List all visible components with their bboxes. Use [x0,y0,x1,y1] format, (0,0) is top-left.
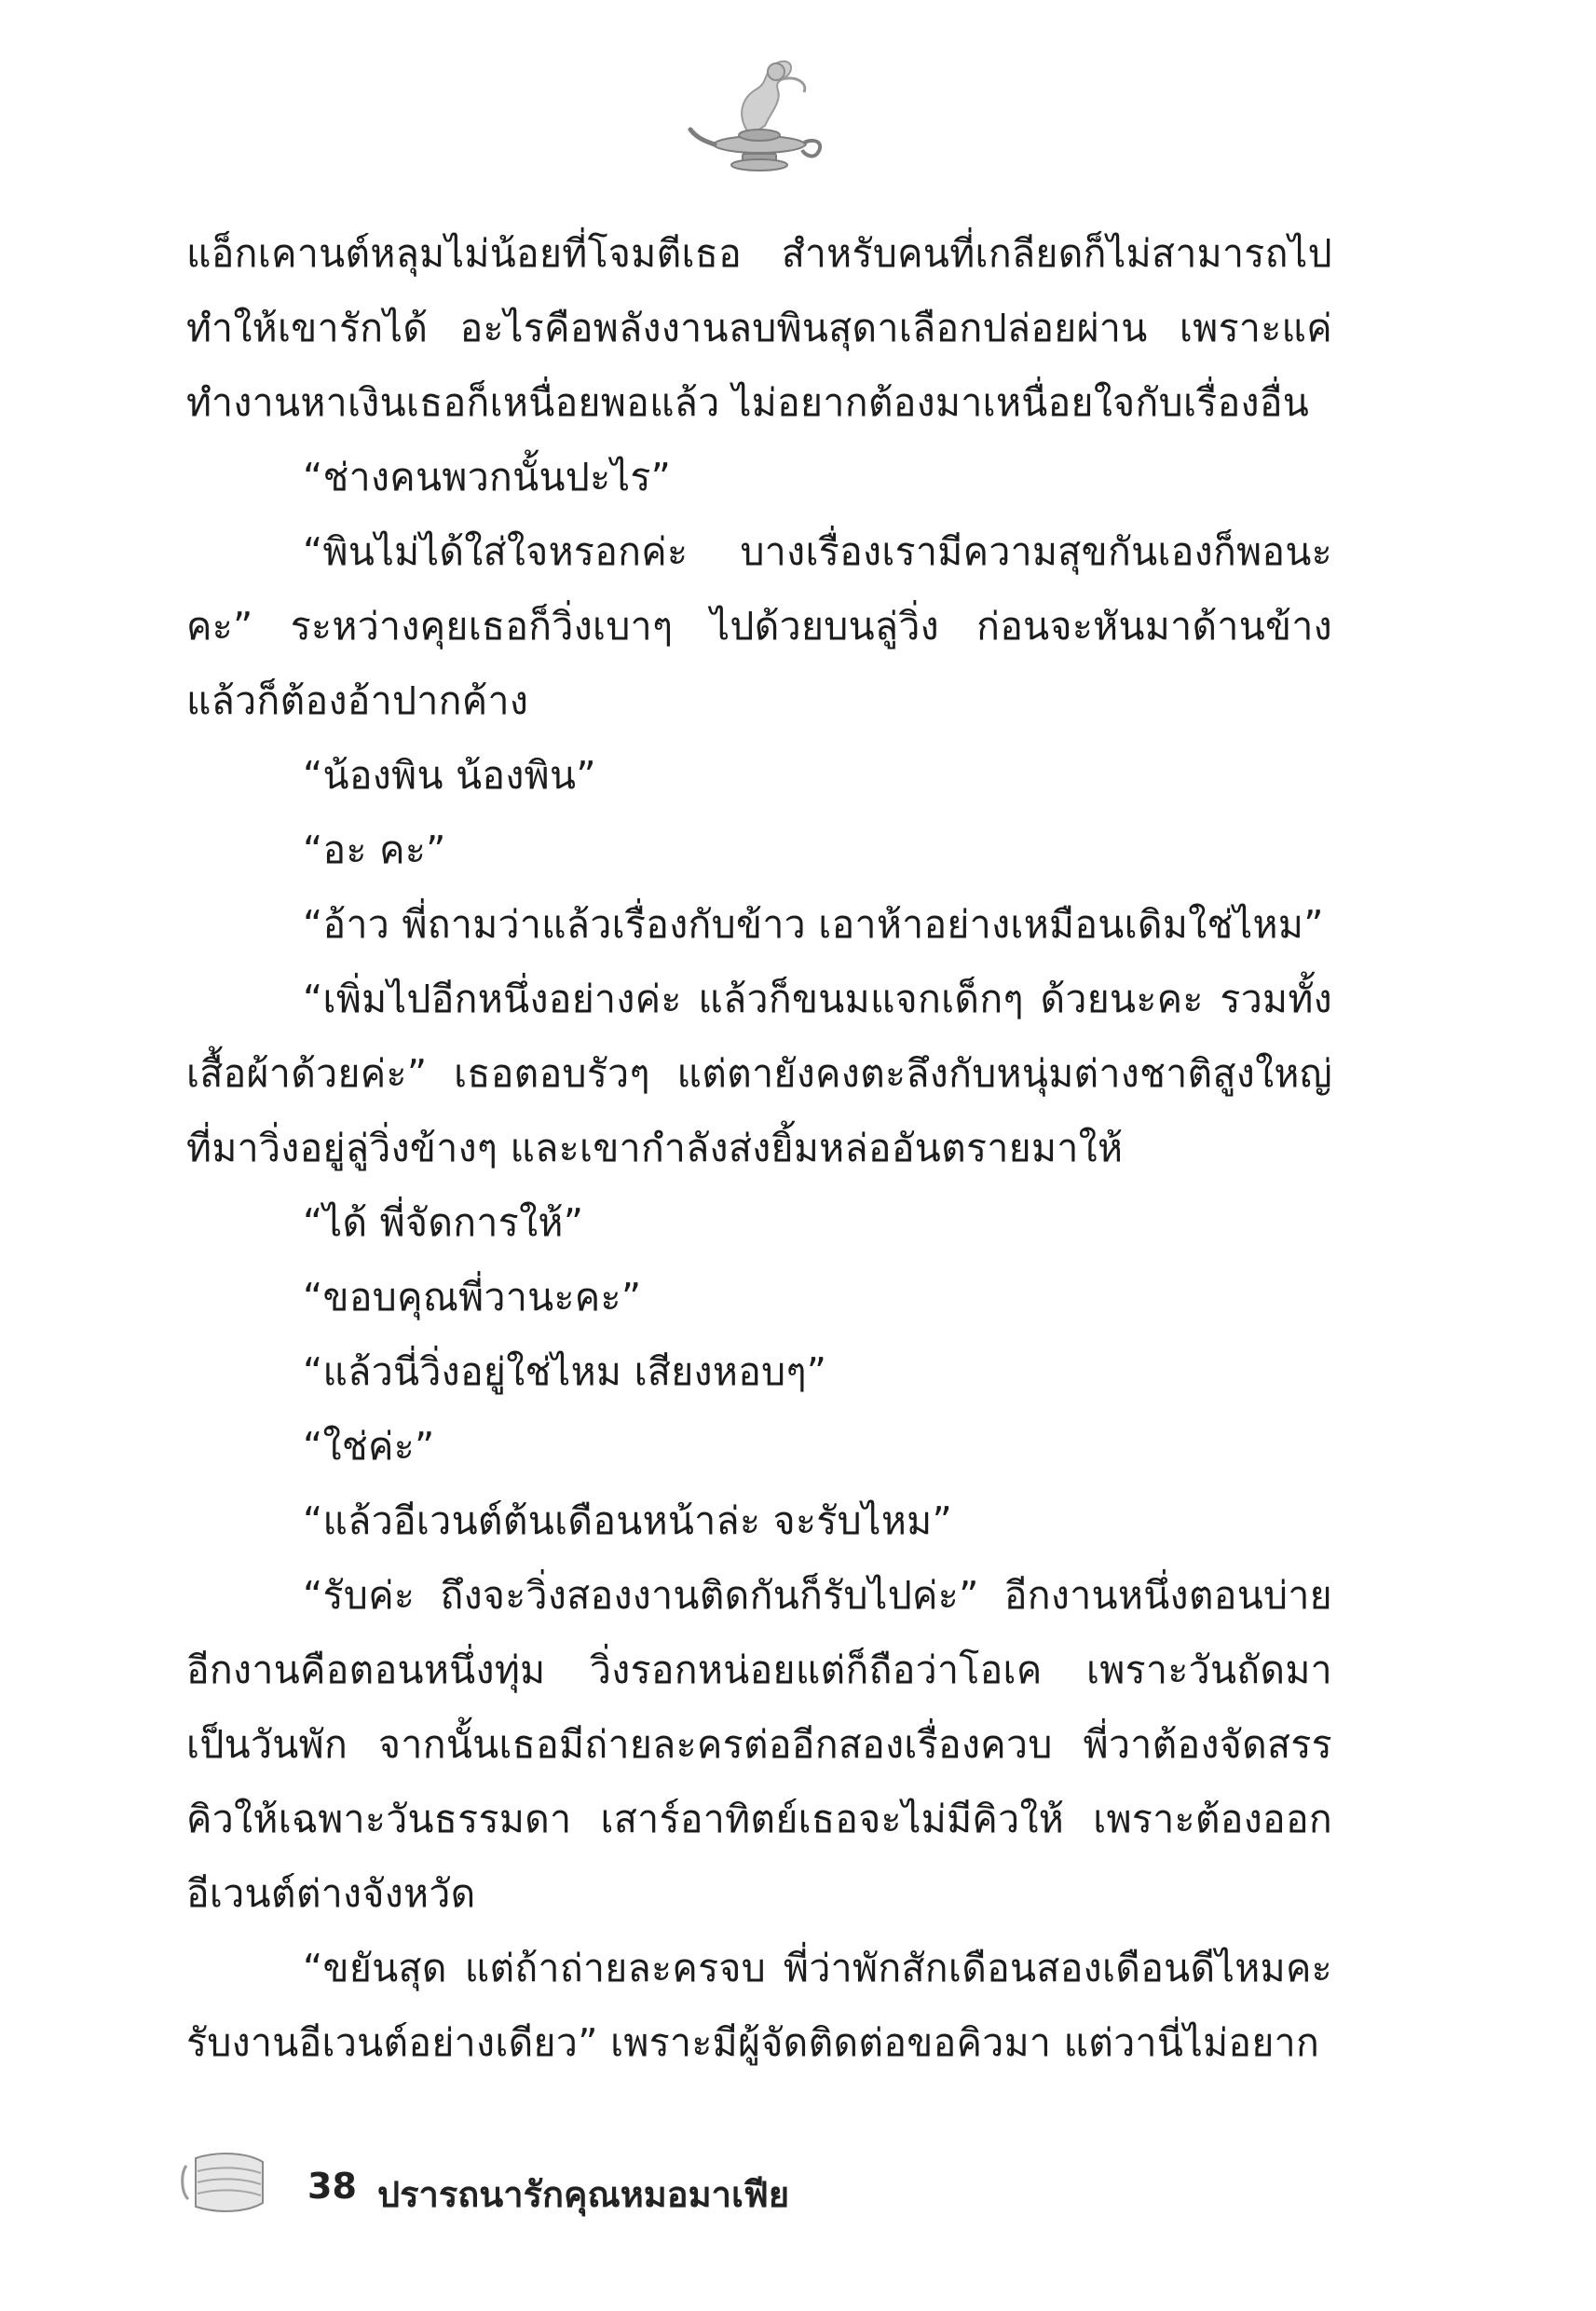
paragraph: “น้องพิน น้องพิน” [303,753,596,798]
paragraph: “ใช่ค่ะ” [303,1424,435,1469]
paragraph: “อ้าว พี่ถามว่าแล้วเรื่องกับข้าว เอาห้าอย่างเหมือนเดิมใช่ไหม” [303,902,1324,947]
paragraph: “พินไม่ได้ใส่ใจหรอกค่ะ บางเรื่องเรามีความสุขกันเองก็พอนะคะ” ระหว่างคุยเธอก็วิ่งเบาๆ ไปด้วยบนลู่วิ่ง ก่อนจะหันมาด้านข้าง แล้วก็ต้องอ้าปากค้าง [186,529,1332,723]
paragraph: “รับค่ะ ถึงจะวิ่งสองงานติดกันก็รับไปค่ะ” อีกงานหนึ่งตอนบ่ายอีกงานคือตอนหนึ่งทุ่ม วิ่งรอกหน่อยแต่ก็ถือว่าโอเค เพราะวันถัดมาเป็นวันพัก จากนั้นเธอมีถ่ายละครต่ออีกสองเรื่องควบ พี่วาต้องจัดสรรคิวให้เฉพาะวันธรรมดา เสาร์อาทิตย์เธอจะไม่มีคิวให้ เพราะต้องออกอีเวนต์ต่างจังหวัด [186,1573,1332,1916]
paragraph: “เพิ่มไปอีกหนึ่งอย่างค่ะ แล้วก็ขนมแจกเด็กๆ ด้วยนะคะ รวมทั้งเสื้อผ้าด้วยค่ะ” เธอตอบรัวๆ แต่ตายังคงตะลึงกับหนุ่มต่างชาติสูงใหญ่ที่มาวิ่งอยู่ลู่วิ่งข้างๆ และเขากำลังส่งยิ้มหล่ออันตรายมาให้ [186,977,1332,1170]
body-text [186,216,1332,2080]
paragraph: “อะ คะ” [303,827,446,872]
paragraph: “ขอบคุณพี่วานะคะ” [303,1275,642,1320]
paragraph: “ช่างคนพวกนั้นปะไร” [303,455,672,499]
face-mask-icon [177,2145,270,2220]
paragraph: แอ็กเคานต์หลุมไม่น้อยที่โจมตีเธอ สำหรับคนที่เกลียดก็ไม่สามารถไปทำให้เขารักได้ อะไรคือพลังงานลบพินสุดาเลือกปล่อยผ่าน เพราะแค่ทำงานหาเงินเธอก็เหนื่อยพอแล้ว ไม่อยากต้องมาเหนื่อยใจกับเรื่องอื่น [186,231,1332,425]
page-number: 38 [307,2166,357,2207]
paragraph: “แล้วอีเวนต์ต้นเดือนหน้าล่ะ จะรับไหม” [303,1498,953,1543]
paragraph: “แล้วนี่วิ่งอยู่ใช่ไหม เสียงหอบๆ” [303,1349,827,1394]
page-footer [177,2145,1016,2229]
paragraph: “ขยันสุด แต่ถ้าถ่ายละครจบ พี่ว่าพักสักเดือนสองเดือนดีไหมคะ รับงานอีเวนต์อย่างเดียว” เพราะมีผู้จัดติดต่อขอคิวมา แต่วานี่ไม่อยาก [186,1946,1332,2065]
paragraph: “ได้ พี่จัดการให้” [303,1200,584,1245]
book-title: ปรารถนารักคุณหมอมาเฟีย [377,2174,790,2215]
genie-lamp-icon [685,51,834,182]
